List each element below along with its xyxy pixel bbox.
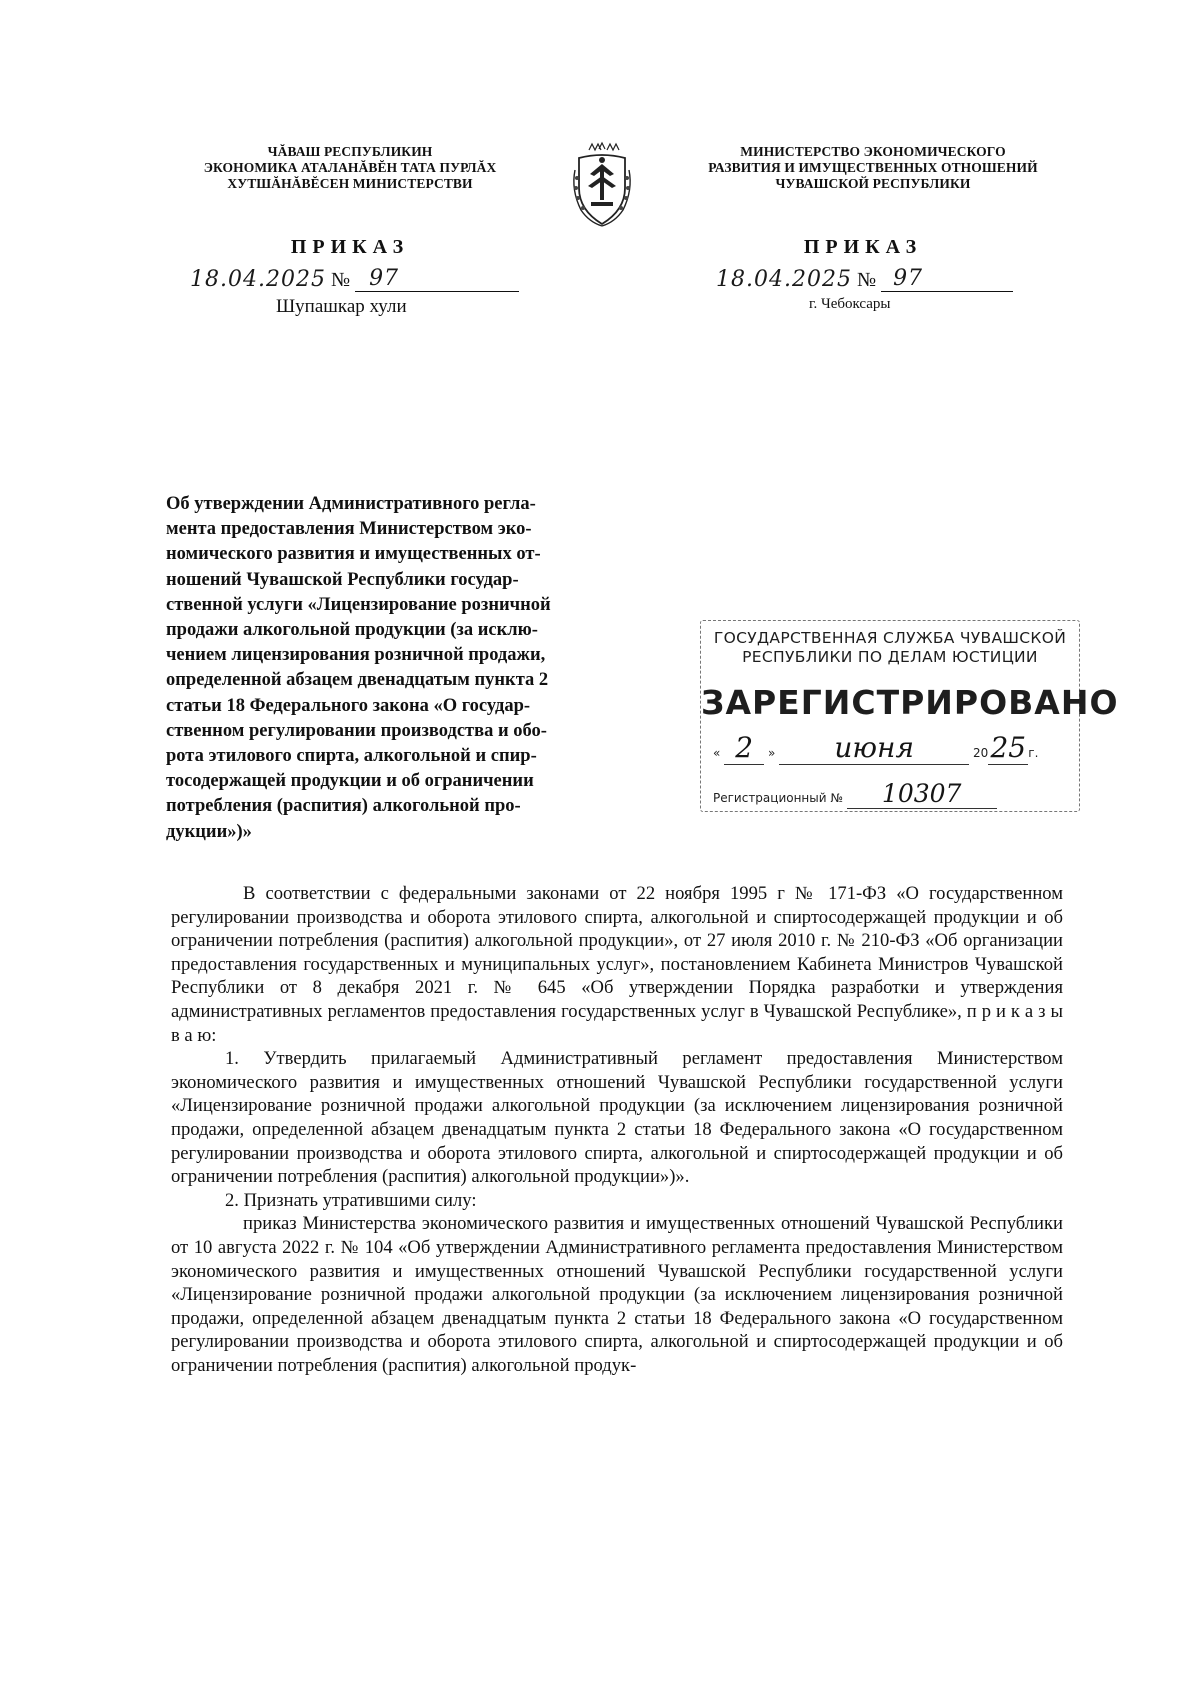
title-line: ственной услуги «Лицензирование розничной [166, 594, 551, 615]
header-right-line-3: ЧУВАШСКОЙ РЕСПУБЛИКИ [775, 176, 971, 191]
title-line: дукции»)» [166, 821, 252, 842]
number-sign-left: № [330, 269, 351, 291]
handwritten-date-left: 18.04.2025 [190, 267, 326, 292]
title-line: статьи 18 Федерального закона «О государ- [166, 695, 531, 716]
handwritten-number-right: 97 [881, 266, 1013, 292]
body-paragraph-item-1: 1. Утвердить прилагаемый Административный регламент предоставления Министерством экономического развития и имущественных отношений Чувашской Республики государственной услуги «Лицензирование розничной продажи алкогольной продукции (за исключением лицензирования розничной продажи, определенной абзацем двенадцатым пункта 2 статьи 18 Федерального закона «О государственном регулировании производства и оборота этилового спирта, алкогольной и спиртосодержащей продукции и об ограничении потребления (распития) алкогольной продукции»)». [171, 1048, 1063, 1188]
header-left-line-1: ЧĂВАШ РЕСПУБЛИКИН [267, 144, 433, 159]
title-line: номического развития и имущественных от- [166, 544, 541, 565]
title-line: мента предоставления Министерством эко- [166, 519, 532, 540]
document-title [166, 492, 658, 845]
title-line: потребления (распития) алкогольной про- [166, 796, 521, 817]
coat-of-arms-emblem [567, 140, 637, 230]
stamp-quote-close: » [768, 746, 776, 760]
place-chuvash: Шупашкар хули [276, 296, 407, 317]
stamp-org-line-2: РЕСПУБЛИКИ ПО ДЕЛАМ ЮСТИЦИИ [742, 648, 1038, 666]
handwritten-number-left: 97 [355, 266, 519, 292]
stamp-year-suffix: 25 [988, 731, 1028, 765]
number-sign-right: № [856, 269, 877, 291]
title-line: определенной абзацем двенадцатым пункта 2 [166, 670, 549, 691]
stamp-reg-number-line [713, 779, 1073, 809]
title-line: чением лицензирования розничной продажи, [166, 645, 546, 666]
registration-stamp [700, 620, 1119, 812]
header-right-line-1: МИНИСТЕРСТВО ЭКОНОМИЧЕСКОГО [740, 144, 1006, 159]
stamp-quote-open: « [713, 746, 721, 760]
header-left-line-3: ХУТШĂНĂВĔСЕН МИНИСТЕРСТВИ [227, 176, 473, 191]
title-line: ношений Чувашской Республики государ- [166, 569, 519, 590]
body-paragraph-repealed-order: приказ Министерства экономического развития и имущественных отношений Чувашской Республики от 10 августа 2022 г. № 104 «Об утверждении Административного регламента предоставления Министерством экономического развития и имущественных отношений Чувашской Республики государственной услуги «Лицензирование розничной продажи алкогольной продукции (за исключением лицензирования розничной продажи, определенной абзацем двенадцатым пункта 2 статьи 18 Федерального закона «О государственном регулировании производства и оборота этилового спирта, алкогольной и спиртосодержащей продукции и об ограничении потребления (распития) алкогольной продук- [171, 1213, 1063, 1376]
stamp-registered-label: ЗАРЕГИСТРИРОВАНО [701, 683, 1119, 722]
title-line: тосодержащей продукции и об ограничении [166, 771, 534, 792]
order-date-number-left [190, 266, 519, 292]
header-right-line-2: РАЗВИТИЯ И ИМУЩЕСТВЕННЫХ ОТНОШЕНИЙ [708, 160, 1038, 175]
title-line: Об утверждении Административного регла- [166, 494, 536, 514]
stamp-year-prefix: 20 [973, 746, 989, 760]
stamp-reg-number: 10307 [847, 779, 997, 809]
stamp-organization [701, 629, 1079, 667]
stamp-reg-label: Регистрационный № [713, 791, 843, 805]
stamp-month: июня [779, 731, 969, 765]
order-heading-right: ПРИКАЗ [803, 236, 923, 258]
order-date-number-right [716, 266, 1013, 292]
place-russian: г. Чебоксары [809, 296, 891, 312]
body-paragraph-preamble: В соответствии с федеральными законами от 22 ноября 1995 г № 171-ФЗ «О государственном регулировании производства и оборота этилового спирта, алкогольной и спиртосодержащей продукции и об ограничении потребления (распития) алкогольной продукции», от 27 июля 2010 г. № 210-ФЗ «Об организации предоставления государственных и муниципальных услуг», постановлением Кабинета Министров Чувашской Республики от 8 декабря 2021 г. № 645 «Об утверждении Порядка разработки и утверждения административных регламентов предоставления государственных услуг в Чувашской Республике», п р и к а з ы в а ю: [171, 883, 1063, 1046]
header-right-org [688, 144, 1058, 192]
order-heading-left: ПРИКАЗ [290, 236, 410, 258]
document-body [171, 882, 1063, 1377]
title-line: ственном регулировании производства и обо- [166, 720, 547, 741]
title-line: продажи алкогольной продукции (за исклю- [166, 620, 538, 641]
handwritten-date-right: 18.04.2025 [716, 267, 852, 292]
stamp-year-unit: г. [1028, 746, 1039, 760]
title-line: рота этилового спирта, алкогольной и спир- [166, 746, 537, 767]
stamp-org-line-1: ГОСУДАРСТВЕННАЯ СЛУЖБА ЧУВАШСКОЙ [713, 629, 1067, 647]
stamp-date-line [713, 731, 1073, 765]
stamp-day: 2 [724, 731, 764, 765]
body-paragraph-item-2: 2. Признать утратившими силу: [225, 1189, 477, 1211]
header-left-line-2: ЭКОНОМИКА АТАЛАНĂВĔН ТАТА ПУРЛĂХ [203, 160, 497, 175]
header-left-org [180, 144, 520, 192]
